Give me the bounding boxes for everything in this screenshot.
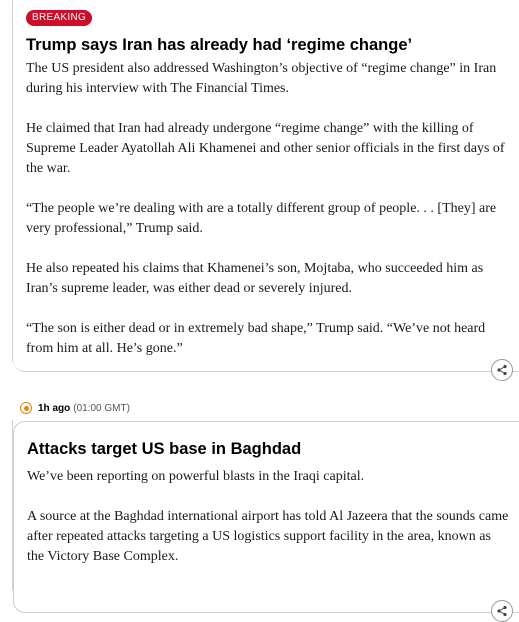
share-button[interactable]	[491, 600, 513, 622]
post-paragraph: The US president also addressed Washington’s objective of “regime change” in Iran during his interview with The Financial Times.	[26, 61, 497, 96]
post-body	[26, 59, 511, 379]
live-post-card	[13, 0, 519, 372]
post-paragraph: A source at the Baghdad international airport has told Al Jazeera that the sounds came after repeated attacks targeting a US logistics support facility in the area, known as the Victory Base Complex.	[27, 509, 509, 564]
share-icon	[496, 364, 508, 376]
breaking-badge: BREAKING	[26, 10, 92, 26]
post-timestamp	[20, 400, 130, 416]
live-post-card	[13, 421, 519, 613]
post-paragraph: “The people we’re dealing with are a totally different group of people. . . [They] are very professional,” Trump said.	[26, 201, 497, 236]
post-paragraph: He also repeated his claims that Khamenei’s son, Mojtaba, who succeeded him as Iran’s supreme leader, was either dead or severely injured.	[26, 261, 484, 296]
post-title: Trump says Iran has already had ‘regime change’	[26, 36, 413, 54]
post-paragraph: He claimed that Iran had already undergone “regime change” with the killing of Supreme Leader Ayatollah Ali Khamenei and other senior officials in the first days of the war.	[26, 121, 505, 176]
post-paragraph: “The son is either dead or in extremely bad shape,” Trump said. “We’ve not heard from him at all. He’s gone.”	[26, 321, 486, 356]
time-ago: 1h ago	[38, 402, 71, 414]
time-gmt: (01:00 GMT)	[73, 402, 130, 414]
post-body	[27, 467, 511, 587]
share-button[interactable]	[491, 359, 513, 381]
share-icon	[496, 605, 508, 617]
timeline-dot-icon	[20, 402, 32, 414]
post-paragraph: We’ve been reporting on powerful blasts in the Iraqi capital.	[27, 469, 365, 484]
post-title: Attacks target US base in Baghdad	[27, 440, 302, 458]
